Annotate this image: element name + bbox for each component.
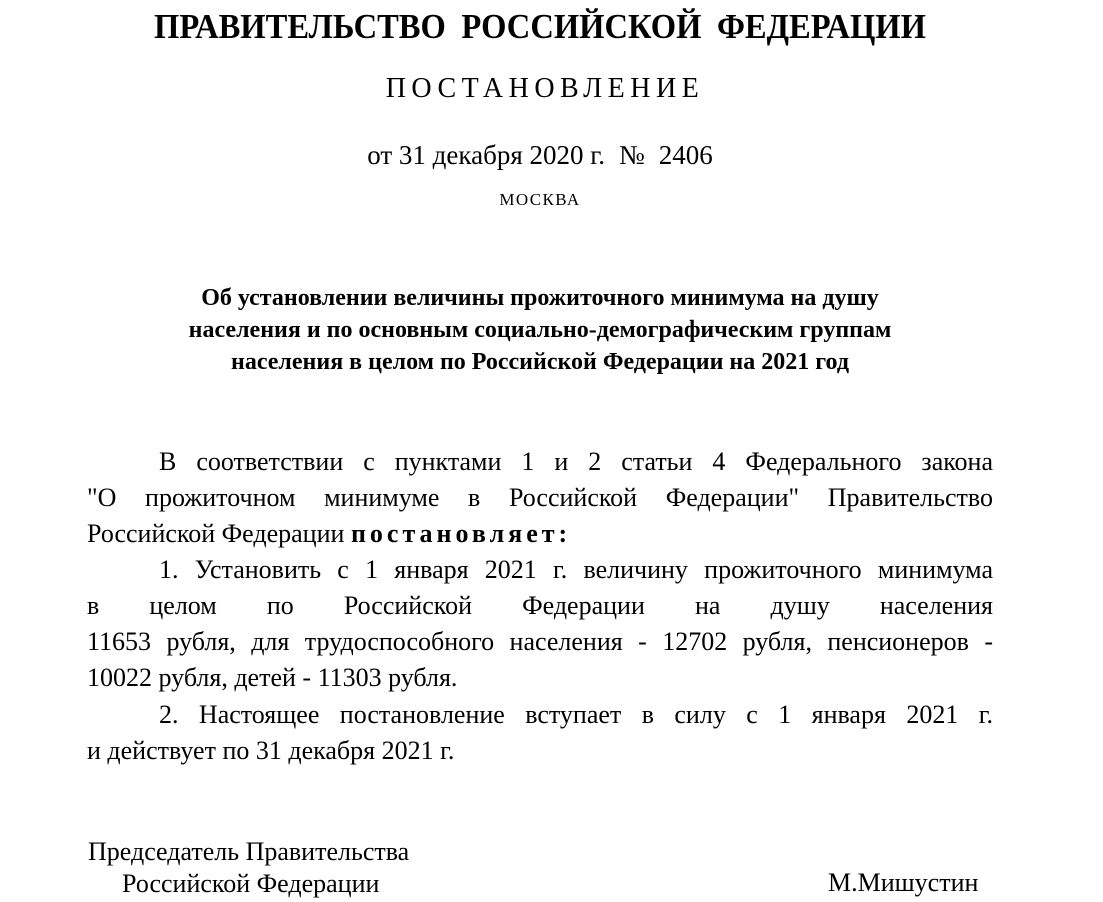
item2-line: 2. Настоящее постановление вступает в силу с 1 января 2021 г.	[159, 700, 993, 729]
document-date: от 31 декабря 2020 г.	[367, 140, 606, 170]
item1-line: 1. Установить с 1 января 2021 г. величину прожиточного минимума	[159, 555, 993, 584]
decree-word: постановляет:	[350, 519, 572, 548]
document-date-line	[0, 140, 1080, 171]
signature-position-line1: Председатель Правительства	[88, 837, 410, 866]
preamble-line: "О прожиточном минимуме в Российской Федерации" Правительство	[87, 483, 993, 512]
heading-line: населения и по основным социально-демографическим группам	[188, 317, 892, 343]
preamble-text: Российской Федерации	[87, 519, 345, 548]
heading-line: Об установлении величины прожиточного минимума на душу	[201, 285, 879, 311]
preamble-line: В соответствии с пунктами 1 и 2 статьи 4 Федерального закона	[159, 447, 993, 476]
item1-line: 11653 рубля, для трудоспособного населения - 12702 рубля, пенсионеров -	[87, 627, 993, 656]
item1-line: в целом по Российской Федерации на душу населения	[87, 591, 993, 620]
signature-name: М.Мишустин	[828, 868, 979, 897]
heading-line: населения в целом по Российской Федерации на 2021 год	[231, 349, 849, 375]
preamble-last-line	[87, 516, 993, 552]
item2-line: и действует по 31 декабря 2021 г.	[87, 736, 455, 765]
document-city: МОСКВА	[499, 190, 581, 209]
number-sign: №	[619, 140, 645, 170]
document-heading	[0, 282, 1080, 378]
document-type: ПОСТАНОВЛЕНИЕ	[385, 73, 705, 104]
signature-position-line2: Российской Федерации	[122, 869, 380, 898]
government-title: ПРАВИТЕЛЬСТВО РОССИЙСКОЙ ФЕДЕРАЦИИ	[154, 7, 926, 46]
item1-line: 10022 рубля, детей - 11303 рубля.	[87, 663, 458, 692]
document-number: 2406	[658, 140, 713, 170]
